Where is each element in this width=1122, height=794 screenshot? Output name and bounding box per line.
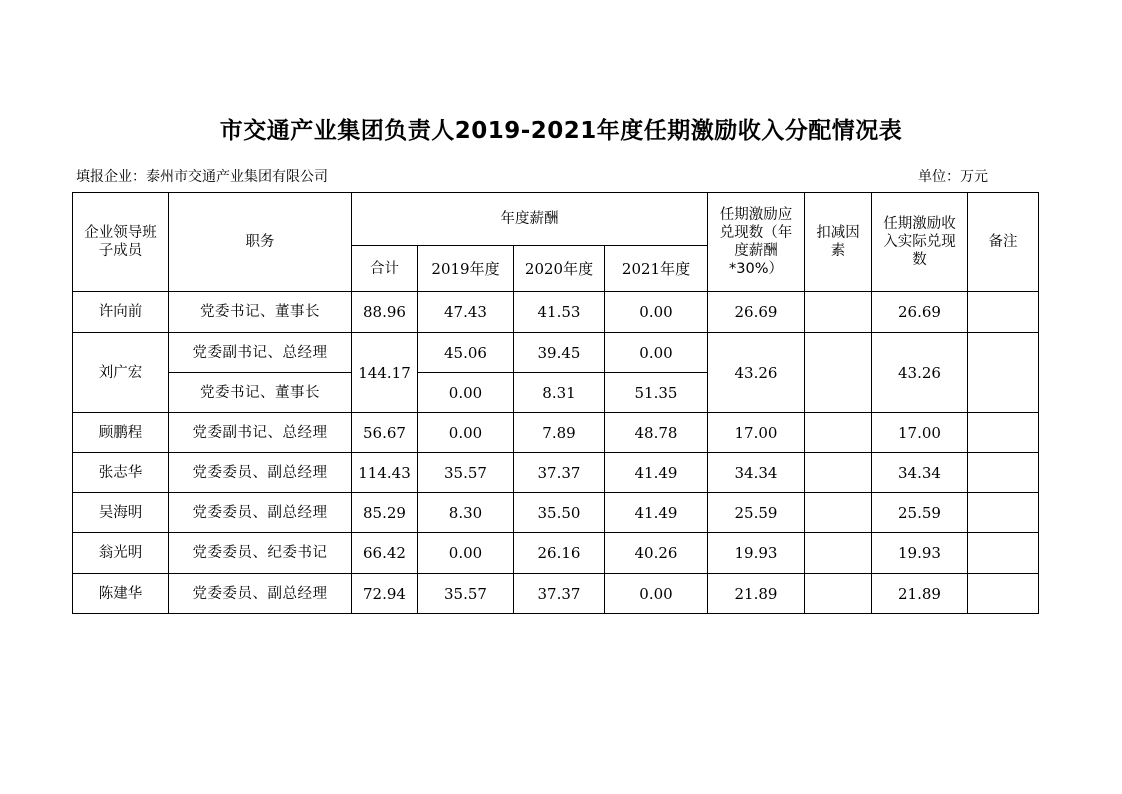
member-position: 党委书记、董事长 [169,292,352,333]
pay-2021: 41.49 [605,493,708,533]
deduction-cell [805,453,872,493]
deduction-cell [805,413,872,453]
header-deduction: 扣减因素 [805,193,872,292]
remark-cell [968,292,1039,333]
pay-total: 114.43 [352,453,418,493]
actual-amount: 21.89 [872,574,968,614]
remark-cell [968,413,1039,453]
table-row [73,533,1039,574]
header-position: 职务 [169,193,352,292]
header-payable: 任期激励应兑现数（年度薪酬*30%） [708,193,805,292]
header-row-1 [73,193,1039,246]
remark-cell [968,574,1039,614]
member-name: 陈建华 [73,574,169,614]
header-member: 企业领导班子成员 [73,193,169,292]
pay-2021: 0.00 [605,333,708,373]
header-2021: 2021年度 [605,246,708,292]
payable-amount: 19.93 [708,533,805,574]
member-position: 党委副书记、总经理 [169,333,352,373]
deduction-cell [805,292,872,333]
pay-2019: 0.00 [418,413,514,453]
document-title: 市交通产业集团负责人2019-2021年度任期激励收入分配情况表 [219,118,903,144]
member-position: 党委委员、副总经理 [169,453,352,493]
pay-2020: 37.37 [514,574,605,614]
incentive-table [72,192,1039,614]
pay-2019: 47.43 [418,292,514,333]
remark-cell [968,493,1039,533]
header-2020: 2020年度 [514,246,605,292]
payable-amount: 34.34 [708,453,805,493]
member-position-second: 党委书记、董事长 [169,373,352,413]
table-row [73,413,1039,453]
remark-cell [968,333,1039,413]
actual-amount: 34.34 [872,453,968,493]
pay-2020: 8.31 [514,373,605,413]
pay-2020: 7.89 [514,413,605,453]
pay-2019: 35.57 [418,453,514,493]
member-position: 党委委员、纪委书记 [169,533,352,574]
deduction-cell [805,533,872,574]
pay-2019: 45.06 [418,333,514,373]
pay-2020: 26.16 [514,533,605,574]
pay-2021: 48.78 [605,413,708,453]
header-total: 合计 [352,246,418,292]
pay-2021: 40.26 [605,533,708,574]
member-name: 张志华 [73,453,169,493]
payable-amount: 26.69 [708,292,805,333]
member-name: 顾鹏程 [73,413,169,453]
actual-amount: 19.93 [872,533,968,574]
deduction-cell [805,333,872,413]
payable-amount: 43.26 [708,333,805,413]
member-name: 许向前 [73,292,169,333]
actual-amount: 17.00 [872,413,968,453]
deduction-cell [805,574,872,614]
pay-2020: 39.45 [514,333,605,373]
pay-2019: 0.00 [418,373,514,413]
pay-2019: 0.00 [418,533,514,574]
pay-total: 85.29 [352,493,418,533]
actual-amount: 25.59 [872,493,968,533]
table-row [73,453,1039,493]
table-row [73,493,1039,533]
member-name: 翁光明 [73,533,169,574]
header-annual-pay: 年度薪酬 [352,193,708,246]
header-remark: 备注 [968,193,1039,292]
actual-amount: 43.26 [872,333,968,413]
member-position: 党委委员、副总经理 [169,574,352,614]
header-2019: 2019年度 [418,246,514,292]
filler-company: 填报企业：泰州市交通产业集团有限公司 [76,169,328,185]
deduction-cell [805,493,872,533]
pay-total: 88.96 [352,292,418,333]
pay-total: 66.42 [352,533,418,574]
table-row [73,333,1039,373]
pay-2021: 0.00 [605,292,708,333]
remark-cell [968,453,1039,493]
payable-amount: 21.89 [708,574,805,614]
member-name: 刘广宏 [73,333,169,413]
payable-amount: 17.00 [708,413,805,453]
table-row [73,292,1039,333]
header-actual: 任期激励收入实际兑现数 [872,193,968,292]
pay-total: 144.17 [352,333,418,413]
pay-2019: 8.30 [418,493,514,533]
pay-2020: 41.53 [514,292,605,333]
remark-cell [968,533,1039,574]
pay-total: 56.67 [352,413,418,453]
actual-amount: 26.69 [872,292,968,333]
pay-2021: 41.49 [605,453,708,493]
member-name: 吴海明 [73,493,169,533]
pay-2020: 37.37 [514,453,605,493]
pay-2020: 35.50 [514,493,605,533]
member-position: 党委副书记、总经理 [169,413,352,453]
member-position: 党委委员、副总经理 [169,493,352,533]
table-row [73,574,1039,614]
pay-2021: 0.00 [605,574,708,614]
pay-total: 72.94 [352,574,418,614]
unit-label: 单位：万元 [918,169,988,185]
pay-2021: 51.35 [605,373,708,413]
pay-2019: 35.57 [418,574,514,614]
payable-amount: 25.59 [708,493,805,533]
